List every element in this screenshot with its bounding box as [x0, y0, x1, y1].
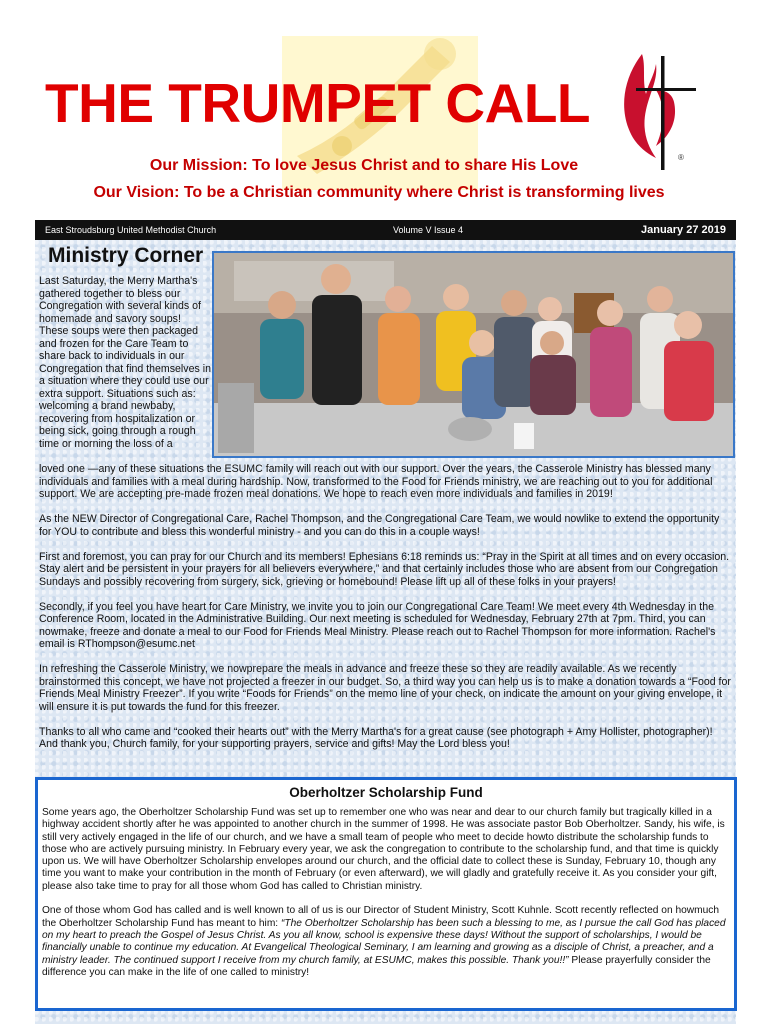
ministry-article-body: [39, 463, 731, 763]
ministry-intro-text: Last Saturday, the Merry Martha's gathered together to bless our Congregation with several kinds of homemade and savory soups! These soups were then packaged and frozen for the Care Team to share back to individuals in our Congregation that find themselves in a situation where they could use our extra support. Situations such as: welcoming a brand newbaby, recovering from hospitalization or being sick, going through a rough time or morning the loss of a: [39, 275, 211, 450]
scholarship-body: [42, 807, 732, 991]
scholarship-heading: Oberholtzer Scholarship Fund: [289, 785, 483, 800]
ministry-paragraph: Secondly, if you feel you have heart for Care Ministry, we invite you to join our Congregational Care Team! We meet every 4th Wednesday in the Conference Room, located in the Administrative Building. Our next meeting is scheduled for Wednesday, February 27th at 7pm. Third, you can nowmake, freeze and donate a meal to our Food for Friends Meal Ministry. Please reach out to Rachel Thompson for more information. Rachel's email is RThompson@esumc.net: [39, 600, 716, 650]
volume-issue: Volume V Issue 4: [393, 225, 464, 235]
quote-closing: Please prayerfully consider the difference you can make in the life of one called to ministry!: [42, 954, 711, 978]
mission-statement: Our Mission: To love Jesus Christ and to share His Love: [149, 157, 579, 174]
church-name: East Stroudsburg United Methodist Church: [45, 225, 217, 235]
ministry-paragraph: In refreshing the Casserole Ministry, we nowprepare the meals in advance and freeze these so they are readily available. As we recently brainstormed this concept, we have not projected a freezer in our budget. So, a third way you can help us is to make a donation towards a “Food for Friends Meal Ministry Freezer”. If you write “Foods for Friends” on the memo line of your check, on indicate the amount on your giving envelope, it will ensure it is put towards the fund for this freezer.: [39, 663, 731, 713]
cross-and-flame-icon: [612, 50, 698, 172]
ministry-paragraph: As the NEW Director of Congregational Care, Rachel Thompson, and the Congregational Care Team, we would nowlike to extend the opportunity for YOU to contribute and bless this wonderful ministry - and you can do this in a couple ways!: [39, 513, 720, 538]
ministry-corner-heading: Ministry Corner: [48, 244, 204, 267]
issue-info-bar: [35, 220, 736, 240]
ministry-intro-column: [39, 275, 211, 450]
registered-mark: ®: [678, 153, 684, 162]
issue-date: January 27 2019: [640, 224, 726, 236]
group-photo: [212, 251, 735, 458]
ministry-paragraph: loved one —any of these situations the ESUMC family will reach out with our support. Over the years, the Casserole Ministry has blessed many individuals and families with a meal during hardship. Now, transformed to the Food for Friends ministry, we are reaching out to you for additional support. We are accepting pre-made frozen meal donations. We hope to reach even more individuals and families in 2019!: [39, 463, 713, 500]
newsletter-title: THE TRUMPET CALL: [45, 72, 591, 134]
scholarship-paragraph: Some years ago, the Oberholtzer Scholarship Fund was set up to remember one who was near and dear to our church family but tragically killed in a highway accident shortly after he was appointed to another church in the summer of 1998. He was associate pastor Bob Oberholtzer. Sandy, his wife, is still very actively engaged in the life of our church, and we have a small team of people who meet to decide howto distribute the scholarship funds to those who are actively pursuing ministry. In February every year, we ask the congregation to contribute to the scholarship fund, and that time is quickly upon us. We will have Oberholtzer Scholarship envelopes around our church, and the official date to collect these is Sunday, February 10, though any time you want to make your contribution in the month of February (or even afterward), we will gladly and gratefully receive it. As you consider your gift, please also take time to pray for all those whom God has called to Christian ministry.: [42, 807, 725, 892]
quote-lead-in: One of those whom God has called and is well known to all of us is our Director of Student Ministry, Scott Kuhnle. Scott recently reflected on howmuch the Oberholtzer Scholarship Fund has meant to him:: [42, 905, 720, 929]
ministry-paragraph: First and foremost, you can pray for our Church and its members! Ephesians 6:18 reminds us: “Pray in the Spirit at all times and on every occasion. Stay alert and be persistent in your prayers for all believers everywhere,” and that certainly includes those who are absent from our Congregation Sundays and possibly recovering from surgery, sick, grieving or homebound! Please lift up all of these folks in your prayers!: [39, 550, 730, 588]
masthead: [0, 0, 768, 218]
scott-kuhnle-quote: “The Oberholtzer Scholarship has been such a blessing to me, as I pursue the call God has placed on my heart to preach the Gospel of Jesus Christ. As you all know, school is expensive these days! Without the support of scholarships, I would be financially unable to continue my education. At Evangelical Theological Seminary, I am learning and growing as a disciple of Christ, a preacher, and a ministry leader. The continued support I receive from my church family, at ESUMC, makes this possible. Thank you!!”: [42, 917, 726, 966]
ministry-paragraph: Thanks to all who came and “cooked their hearts out” with the Merry Martha's for a great cause (see photograph + Amy Hollister, photographer)! And thank you, Church family, for your supporting prayers, service and gifts! May the Lord bless you!: [39, 725, 713, 750]
scholarship-paragraph-quote: [42, 905, 732, 979]
scholarship-section: [35, 777, 737, 1011]
vision-statement: Our Vision: To be a Christian community where Christ is transforming lives: [93, 184, 665, 201]
